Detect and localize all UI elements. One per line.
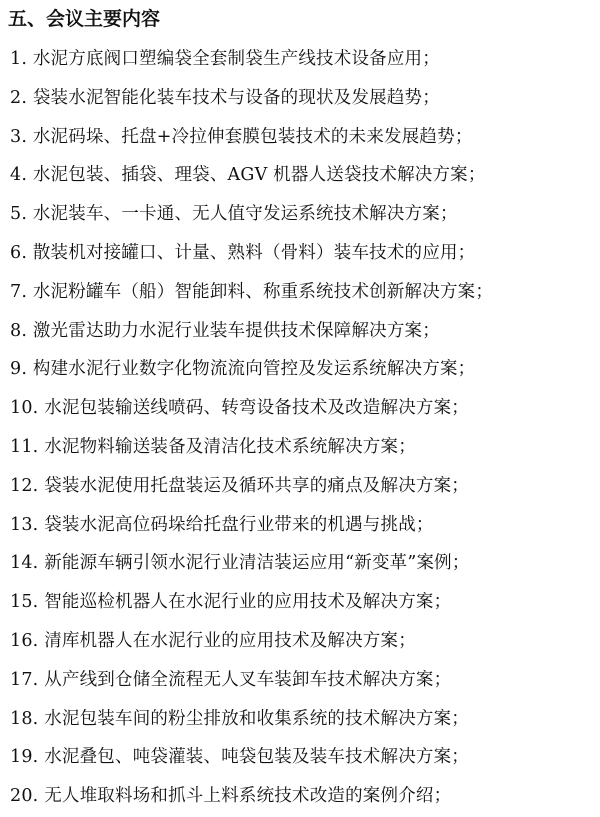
list-item: 8. 激光雷达助力水泥行业装车提供技术保障解决方案；	[10, 320, 440, 341]
list-item: 5. 水泥装车、一卡通、无人值守发运系统技术解决方案；	[10, 204, 458, 225]
list-item: 15. 智能巡检机器人在水泥行业的应用技术及解决方案；	[10, 592, 452, 613]
list-item: 14. 新能源车辆引领水泥行业清洁装运应用“新变革”案例；	[10, 553, 470, 574]
list-item: 13. 袋装水泥高位码垛给托盘行业带来的机遇与挑战；	[10, 514, 434, 535]
list-item: 12. 袋装水泥使用托盘装运及循环共享的痛点及解决方案；	[10, 475, 469, 496]
list-item: 11. 水泥物料输送装备及清洁化技术系统解决方案；	[10, 436, 416, 457]
topic-list	[10, 40, 595, 816]
list-item: 3. 水泥码垛、托盘+冷拉伸套膜包装技术的未来发展趋势；	[10, 126, 473, 147]
list-item: 7. 水泥粉罐车（船）智能卸料、称重系统技术创新解决方案；	[10, 281, 494, 302]
list-item: 1. 水泥方底阀口塑编袋全套制袋生产线技术设备应用；	[10, 49, 440, 69]
list-item: 10. 水泥包装输送线喷码、转弯设备技术及改造解决方案；	[10, 398, 469, 419]
list-item: 6. 散装机对接罐口、计量、熟料（骨料）装车技术的应用；	[10, 242, 476, 263]
list-item: 18. 水泥包装车间的粉尘排放和收集系统的技术解决方案；	[10, 708, 469, 729]
section-heading: 五、会议主要内容	[8, 8, 161, 30]
list-item: 9. 构建水泥行业数字化物流流向管控及发运系统解决方案；	[10, 359, 476, 380]
list-item: 4. 水泥包装、插袋、理袋、AGV 机器人送袋技术解决方案；	[10, 165, 486, 186]
list-item: 16. 清库机器人在水泥行业的应用技术及解决方案；	[10, 630, 416, 651]
list-item: 19. 水泥叠包、吨袋灌装、吨袋包装及装车技术解决方案；	[10, 747, 469, 768]
list-item: 17. 从产线到仓储全流程无人叉车装卸车技术解决方案；	[10, 669, 452, 690]
list-item: 2. 袋装水泥智能化装车技术与设备的现状及发展趋势；	[10, 87, 440, 108]
list-item: 20. 无人堆取料场和抓斗上料系统技术改造的案例介绍；	[10, 786, 452, 807]
